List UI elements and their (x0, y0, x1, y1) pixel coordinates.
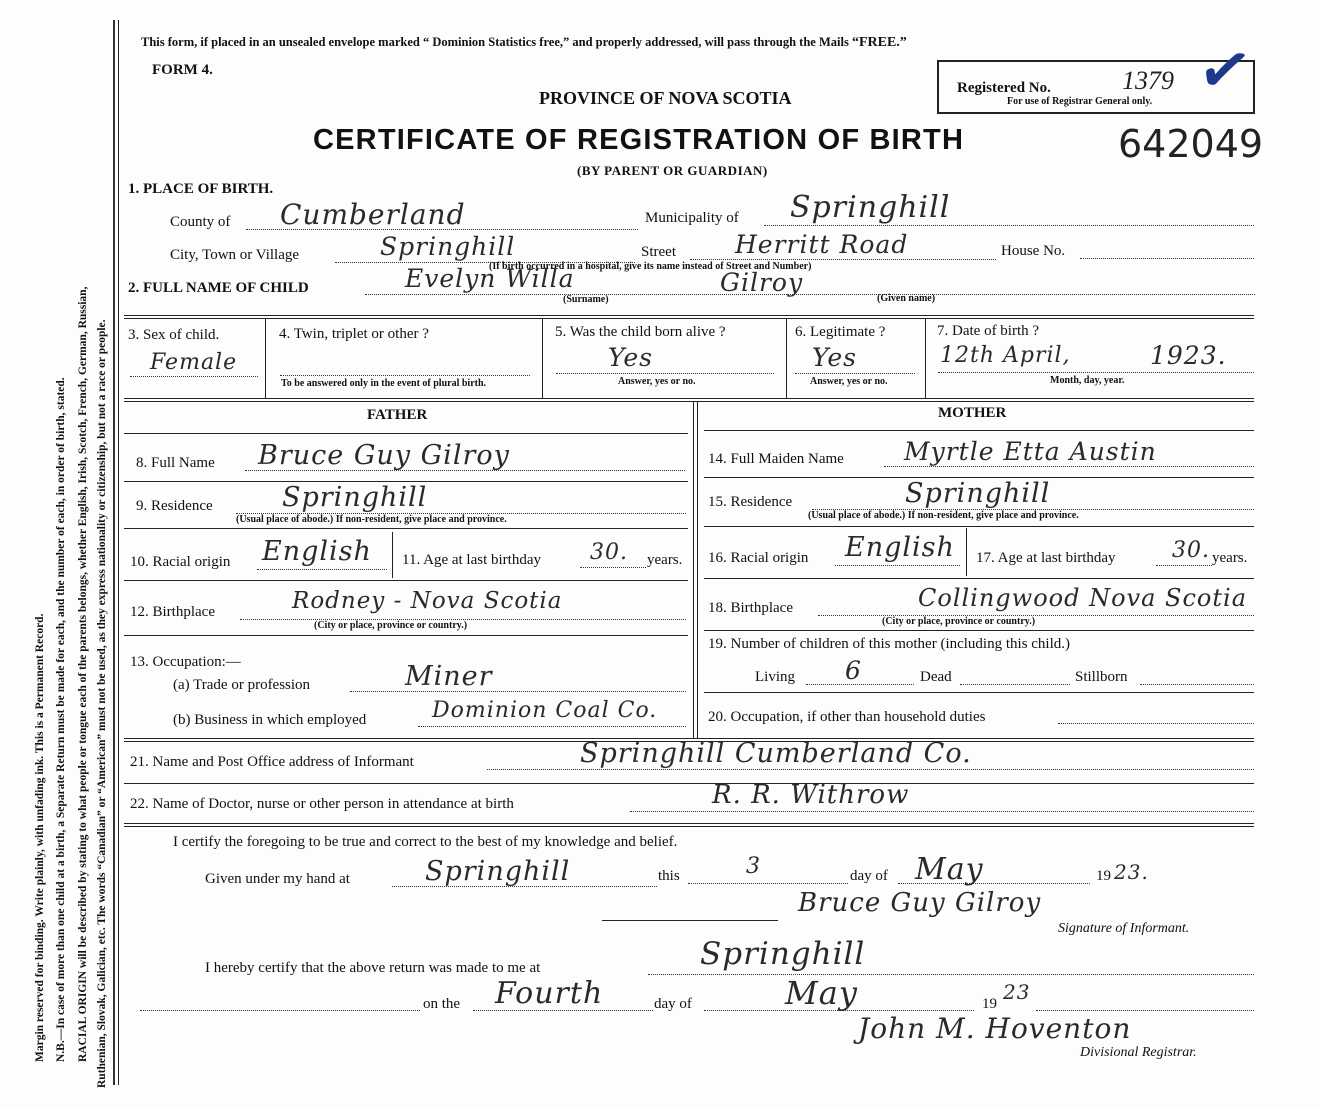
informant-value: Springhill Cumberland Co. (580, 738, 972, 769)
mother-age-label: 17. Age at last birthday (976, 550, 1116, 566)
registrar-month-value: May (785, 974, 858, 1012)
cell-divider (265, 318, 266, 398)
legitimate-note: Answer, yes or no. (810, 376, 888, 387)
row-divider (124, 823, 1254, 824)
dob-note: Month, day, year. (1050, 375, 1125, 386)
registered-number: 1379 (1122, 66, 1174, 95)
father-birthplace-value: Rodney - Nova Scotia (292, 588, 563, 614)
registrar-day-of-label: day of (654, 996, 692, 1012)
mother-age-value: 30. (1172, 538, 1210, 563)
father-residence-note: (Usual place of abode.) If non-resident, give place and province. (236, 514, 507, 525)
father-years-label: years. (647, 552, 683, 568)
certificate-number: 642049 (1118, 122, 1264, 166)
certificate-title: CERTIFICATE OF REGISTRATION OF BIRTH (313, 124, 965, 156)
registrar-place-line (648, 974, 1254, 975)
place-of-birth-heading: 1. PLACE OF BIRTH. (128, 181, 274, 197)
dob-value: 12th April, (940, 343, 1071, 368)
father-race-label: 10. Racial origin (130, 554, 231, 570)
mother-birthplace-label: 18. Birthplace (708, 600, 793, 616)
margin-note-3: RACIAL ORIGIN will be described by stating to what people or tongue each of the parents belongs, whether English, Irish, Scotch, French, German, Russian, (77, 286, 89, 1062)
father-trade-value: Miner (405, 661, 493, 692)
street-line (690, 259, 996, 260)
child-name-line (365, 294, 1255, 295)
mother-race-value: English (845, 532, 955, 563)
given-place-value: Springhill (425, 856, 571, 887)
signature-rule (602, 920, 778, 921)
father-residence-value: Springhill (282, 482, 428, 513)
house-number-label: House No. (1001, 243, 1066, 259)
father-age-value: 30. (590, 540, 628, 565)
child-name-label: 2. FULL NAME OF CHILD (128, 280, 309, 296)
father-name-label: 8. Full Name (136, 455, 215, 471)
father-business-label: (b) Business in which employed (173, 712, 367, 728)
dob-label: 7. Date of birth ? (937, 323, 1040, 339)
mother-children-label: 19. Number of children of this mother (including this child.) (708, 636, 1071, 652)
signature-label: Signature of Informant. (1058, 921, 1190, 936)
father-residence-label: 9. Residence (136, 498, 213, 514)
twin-label: 4. Twin, triplet or other ? (279, 326, 429, 342)
father-birthplace-label: 12. Birthplace (130, 604, 215, 620)
father-race-line (257, 569, 387, 570)
hospital-note: (If birth occurred in a hospital, give its name instead of Street and Number) (489, 261, 812, 272)
form-number: FORM 4. (152, 62, 213, 78)
registrar-day-value: Fourth (495, 976, 604, 1011)
certificate-subtitle: (BY PARENT OR GUARDIAN) (577, 163, 768, 178)
mother-residence-value: Springhill (905, 478, 1051, 509)
municipality-label: Municipality of (645, 210, 739, 226)
father-birthplace-note: (City or place, province or country.) (314, 620, 468, 631)
doctor-value: R. R. Withrow (712, 780, 910, 810)
street-label: Street (641, 244, 676, 260)
dead-line (960, 684, 1070, 685)
mother-years-label: years. (1212, 550, 1248, 566)
month-value: May (915, 852, 984, 887)
mother-name-label: 14. Full Maiden Name (708, 451, 844, 467)
cell-divider (786, 318, 787, 398)
street-value: Herritt Road (735, 230, 909, 259)
mother-race-line (835, 565, 960, 566)
day-line (688, 883, 848, 884)
row-divider (124, 528, 688, 529)
given-under-label: Given under my hand at (205, 871, 350, 887)
registrar-statement: I hereby certify that the above return was made to me at (205, 960, 541, 976)
municipality-value: Springhill (790, 190, 951, 225)
this-label: this (658, 868, 680, 884)
parent-divider (693, 401, 694, 738)
house-number-line (1080, 258, 1254, 259)
father-race-value: English (262, 536, 372, 567)
day-of-label: day of (850, 868, 888, 884)
row-divider (704, 692, 1254, 693)
born-alive-label: 5. Was the child born alive ? (555, 324, 726, 340)
margin-note-4: Ruthenian, Slovak, Galician, etc. The words “Canadian” or “American” must not be used, as they express nationality or citizenship, but not a race or people. (96, 319, 108, 1088)
city-value: Springhill (380, 232, 516, 261)
registrar-year-value: 23 (1003, 980, 1031, 1004)
sex-value: Female (150, 350, 238, 375)
father-heading: FATHER (367, 407, 428, 423)
mother-residence-note: (Usual place of abode.) If non-resident, give place and province. (808, 510, 1079, 521)
sex-label: 3. Sex of child. (128, 327, 220, 343)
mail-notice: This form, if placed in an unsealed envelope marked “ Dominion Statistics free,” and properly addressed, will pass through the Mails “FREE.” (141, 35, 907, 50)
checkmark-icon: ✓ (1192, 30, 1258, 111)
mother-residence-label: 15. Residence (708, 494, 793, 510)
county-value: Cumberland (280, 198, 466, 231)
registrar-label: Divisional Registrar. (1080, 1045, 1197, 1060)
father-business-value: Dominion Coal Co. (432, 698, 658, 723)
registrar-year-line (1036, 1010, 1254, 1011)
registered-label: Registered No. (957, 80, 1051, 96)
father-occupation-label: 13. Occupation:— (130, 654, 241, 670)
mother-age-line (1156, 565, 1212, 566)
row-divider (704, 578, 1254, 579)
living-label: Living (755, 669, 795, 685)
father-trade-label: (a) Trade or profession (173, 677, 311, 693)
binding-margin-rule (113, 20, 115, 1085)
row-divider (124, 580, 688, 581)
child-surname: Gilroy (720, 268, 804, 297)
dob-year: 1923. (1150, 341, 1227, 370)
father-heading-rule (124, 433, 688, 434)
born-alive-note: Answer, yes or no. (618, 376, 696, 387)
year-prefix: 19 (1096, 868, 1111, 884)
municipality-line (764, 225, 1254, 226)
registrar-leader-line (140, 1010, 420, 1011)
mother-birthplace-note: (City or place, province or country.) (882, 616, 1036, 627)
cell-divider (392, 532, 393, 578)
legitimate-line (795, 373, 915, 374)
binding-margin-rule-inner (118, 20, 119, 1085)
living-value: 6 (845, 656, 862, 685)
cell-divider (542, 318, 543, 398)
informant-label: 21. Name and Post Office address of Informant (130, 754, 414, 770)
margin-note-2: N.B.—In case of more than one child at a birth, a Separate Return must be made for each, and the number of each, in order of birth, stated. (55, 377, 67, 1062)
twin-note: To be answered only in the event of plural birth. (281, 378, 487, 389)
mother-race-label: 16. Racial origin (708, 550, 809, 566)
twin-line (280, 375, 530, 376)
city-label: City, Town or Village (170, 247, 300, 263)
on-the-label: on the (423, 996, 461, 1012)
registrar-place-value: Springhill (700, 936, 866, 972)
cell-divider (925, 318, 926, 398)
row-divider (704, 526, 1254, 527)
county-label: County of (170, 214, 231, 230)
father-age-line (580, 567, 646, 568)
mother-heading-rule (704, 430, 1254, 431)
row-divider (124, 398, 1254, 399)
sex-line (130, 376, 258, 377)
father-age-label: 11. Age at last birthday (402, 552, 541, 568)
row-divider (124, 635, 688, 636)
day-value: 3 (746, 854, 761, 879)
given-name-note: (Given name) (877, 293, 936, 304)
child-given-names: Evelyn Willa (405, 264, 575, 293)
row-divider (124, 318, 1254, 319)
year-value: 23. (1114, 860, 1149, 884)
doctor-line (630, 811, 1254, 812)
dead-label: Dead (920, 669, 952, 685)
registrar-signature: John M. Hoventon (858, 1012, 1132, 1045)
mother-name-value: Myrtle Etta Austin (904, 437, 1157, 466)
stillborn-label: Stillborn (1075, 669, 1128, 685)
registrar-year-prefix: 19 (982, 996, 997, 1012)
dob-line (938, 372, 1254, 373)
cell-divider (966, 528, 967, 576)
row-divider (124, 315, 1254, 316)
stillborn-line (1140, 684, 1254, 685)
legitimate-value: Yes (812, 343, 857, 372)
born-alive-line (556, 373, 774, 374)
margin-note-1: Margin reserved for binding. Write plainly, with unfading ink. This is a Permanent Record. (34, 613, 46, 1062)
born-alive-value: Yes (608, 343, 653, 372)
province-heading: PROVINCE OF NOVA SCOTIA (539, 88, 792, 108)
mother-heading: MOTHER (938, 405, 1007, 421)
row-divider (124, 783, 1254, 784)
doctor-label: 22. Name of Doctor, nurse or other person in attendance at birth (130, 796, 514, 812)
registrar-use-note: For use of Registrar General only. (1007, 96, 1153, 107)
mother-occupation-line (1058, 723, 1254, 724)
mother-occupation-label: 20. Occupation, if other than household duties (708, 709, 986, 725)
father-business-line (418, 726, 686, 727)
certify-statement: I certify the foregoing to be true and correct to the best of my knowledge and belief. (173, 834, 678, 850)
legitimate-label: 6. Legitimate ? (795, 324, 886, 340)
mother-name-line (884, 466, 1254, 467)
informant-line (487, 769, 1254, 770)
row-divider (124, 401, 1254, 402)
father-name-value: Bruce Guy Gilroy (258, 440, 510, 471)
parent-divider (697, 401, 698, 738)
informant-signature: Bruce Guy Gilroy (798, 888, 1042, 918)
surname-note: (Surname) (563, 294, 609, 305)
row-divider (124, 826, 1254, 827)
mother-birthplace-value: Collingwood Nova Scotia (918, 584, 1247, 612)
father-trade-line (350, 691, 686, 692)
row-divider (704, 630, 1254, 631)
